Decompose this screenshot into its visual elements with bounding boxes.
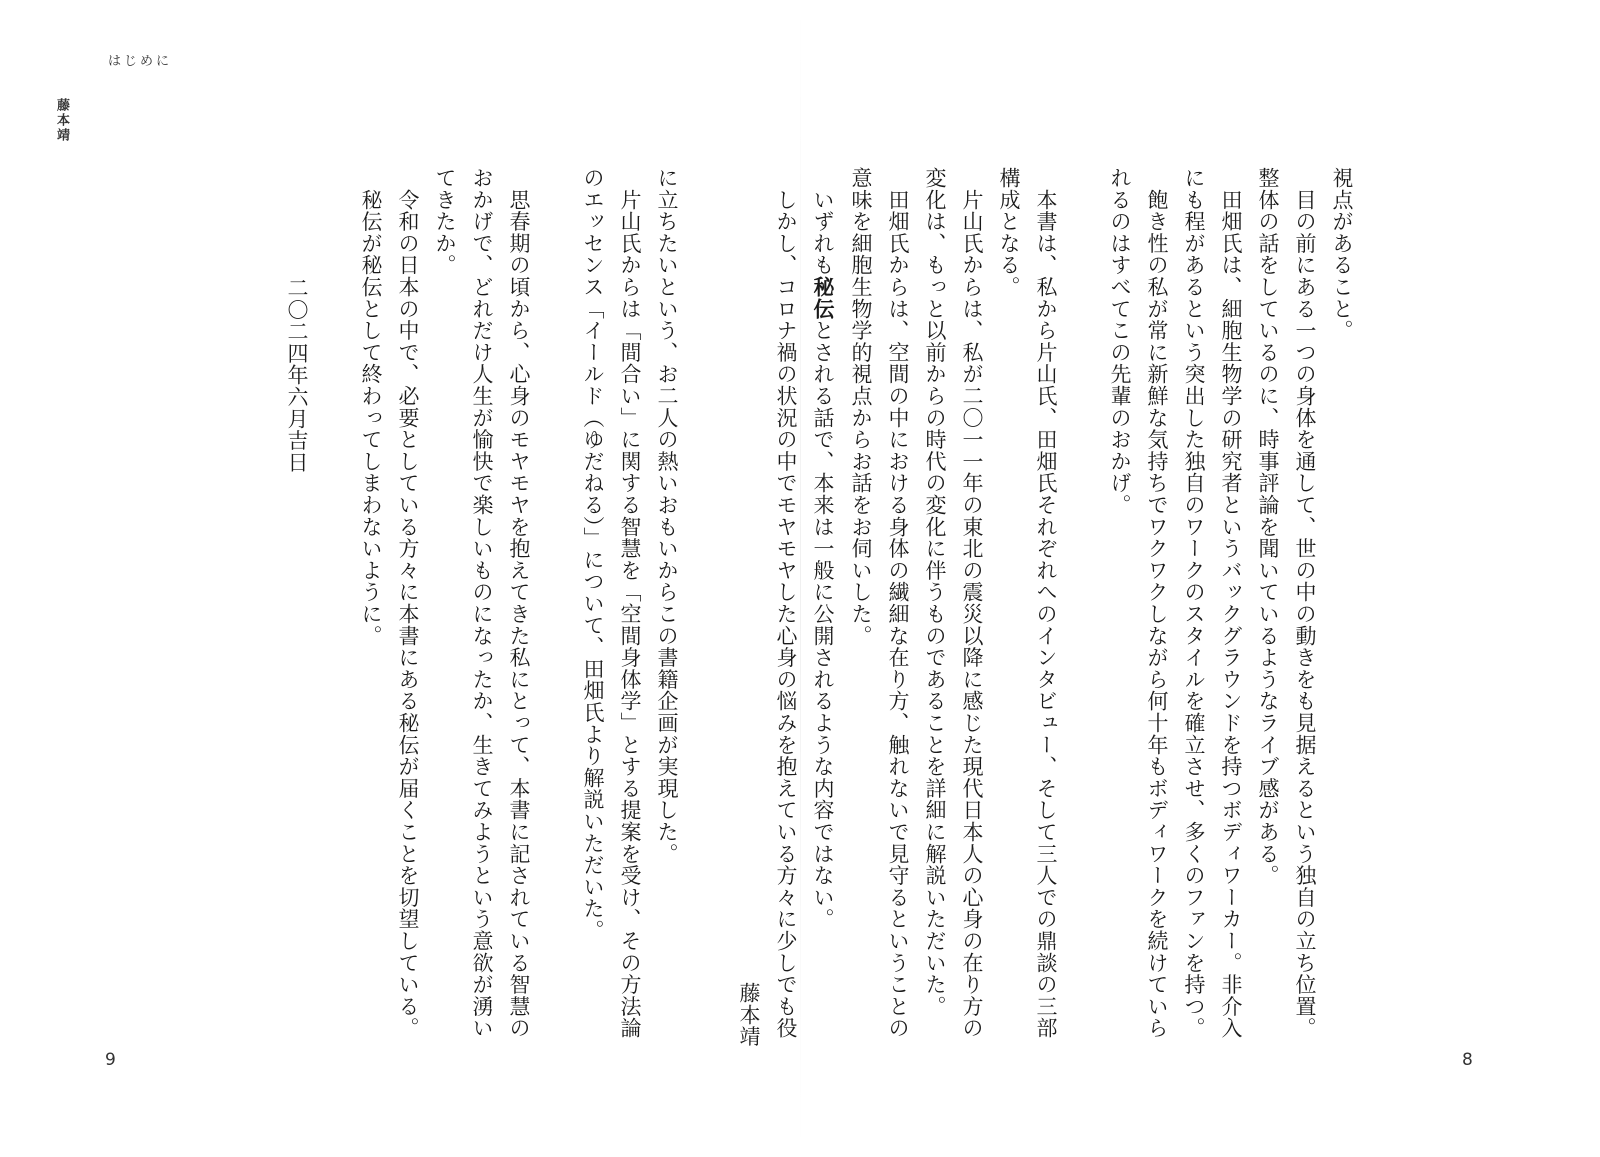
text-line: に立ちたいという、お二人の熱いおもいからこの書籍企画が実現した。 [655, 167, 679, 865]
blank-line [537, 167, 574, 1047]
text-line: 飽き性の私が常に新鮮な気持ちでワクワクしながら何十年もボディワークを続けていら [1145, 167, 1169, 1039]
left-page-text [278, 167, 685, 1047]
page-number-left: 9 [105, 1050, 116, 1070]
text-line: しかし、コロナ禍の状況の中でモヤモヤした心身の悩みを抱えている方々に少しでも役 [774, 167, 798, 1039]
text-line: 視点があること。 [1330, 167, 1354, 342]
text-line: 田畑氏は、細胞生物学の研究者というバックグラウンドを持つボディワーカー。非介入 [1219, 167, 1243, 1039]
text-line: 整体の話をしているのに、時事評論を聞いているようなライブ感がある。 [1256, 167, 1280, 887]
text-line [804, 167, 842, 1047]
text-line: 意味を細胞生物学的視点からお話をお伺いした。 [849, 167, 873, 647]
text-line: おかげで、どれだけ人生が愉快で楽しいものになったか、生きてみようという意欲が湧い [470, 167, 494, 1039]
text-line: 思春期の頃から、心身のモヤモヤを抱えてきた私にとって、本書に記されている智慧の [507, 167, 531, 1039]
text-line: にも程があるという突出した独自のワークのスタイルを確立させ、多くのファンを持つ。 [1182, 167, 1206, 1039]
text-line: 目の前にある一つの身体を通して、世の中の動きをも見据えるという独自の立ち位置。 [1293, 167, 1317, 1039]
author-signature: 藤本靖 [737, 981, 761, 1047]
text-line: 片山氏からは「間合い」に関する智慧を「空間身体学」とする提案を受け、その方法論 [618, 167, 642, 1039]
side-author-name: 藤本靖 [54, 98, 69, 143]
text-fragment: とされる話で、本来は一般に公開されるような内容ではない。 [811, 319, 835, 931]
date-line: 二〇二四年六月吉日 [285, 277, 309, 474]
text-line: 令和の日本の中で、必要としている方々に本書にある秘伝が届くことを切望している。 [396, 167, 420, 1039]
emphasis-secret: 秘伝 [811, 276, 836, 320]
text-line: 本書は、私から片山氏、田畑氏それぞれへのインタビュー、そして三人での鼎談の三部 [1034, 167, 1058, 1039]
page-number-right: 8 [1462, 1050, 1473, 1070]
right-page-text [730, 167, 1360, 1047]
text-line: 秘伝が秘伝として終わってしまわないように。 [359, 167, 383, 647]
blank-line [315, 167, 352, 1047]
text-line: 片山氏からは、私が二〇一一年の東北の震災以降に感じた現代日本人の心身の在り方の [960, 167, 984, 1039]
text-line: てきたか。 [433, 167, 457, 276]
text-line: 田畑氏からは、空間の中における身体の繊細な在り方、触れないで見守るということの [886, 167, 910, 1039]
text-line: のエッセンス「イールド（ゆだねる）」について、田畑氏より解説いただいた。 [581, 167, 605, 942]
text-line: 変化は、もっと以前からの時代の変化に伴うものであることを詳細に解説いただいた。 [923, 167, 947, 1018]
blank-line [1064, 167, 1101, 1047]
text-line: れるのはすべてこの先輩のおかげ。 [1108, 167, 1132, 516]
text-line: 構成となる。 [997, 167, 1021, 298]
text-fragment: いずれも [811, 167, 835, 276]
running-head: はじめに [108, 54, 173, 69]
